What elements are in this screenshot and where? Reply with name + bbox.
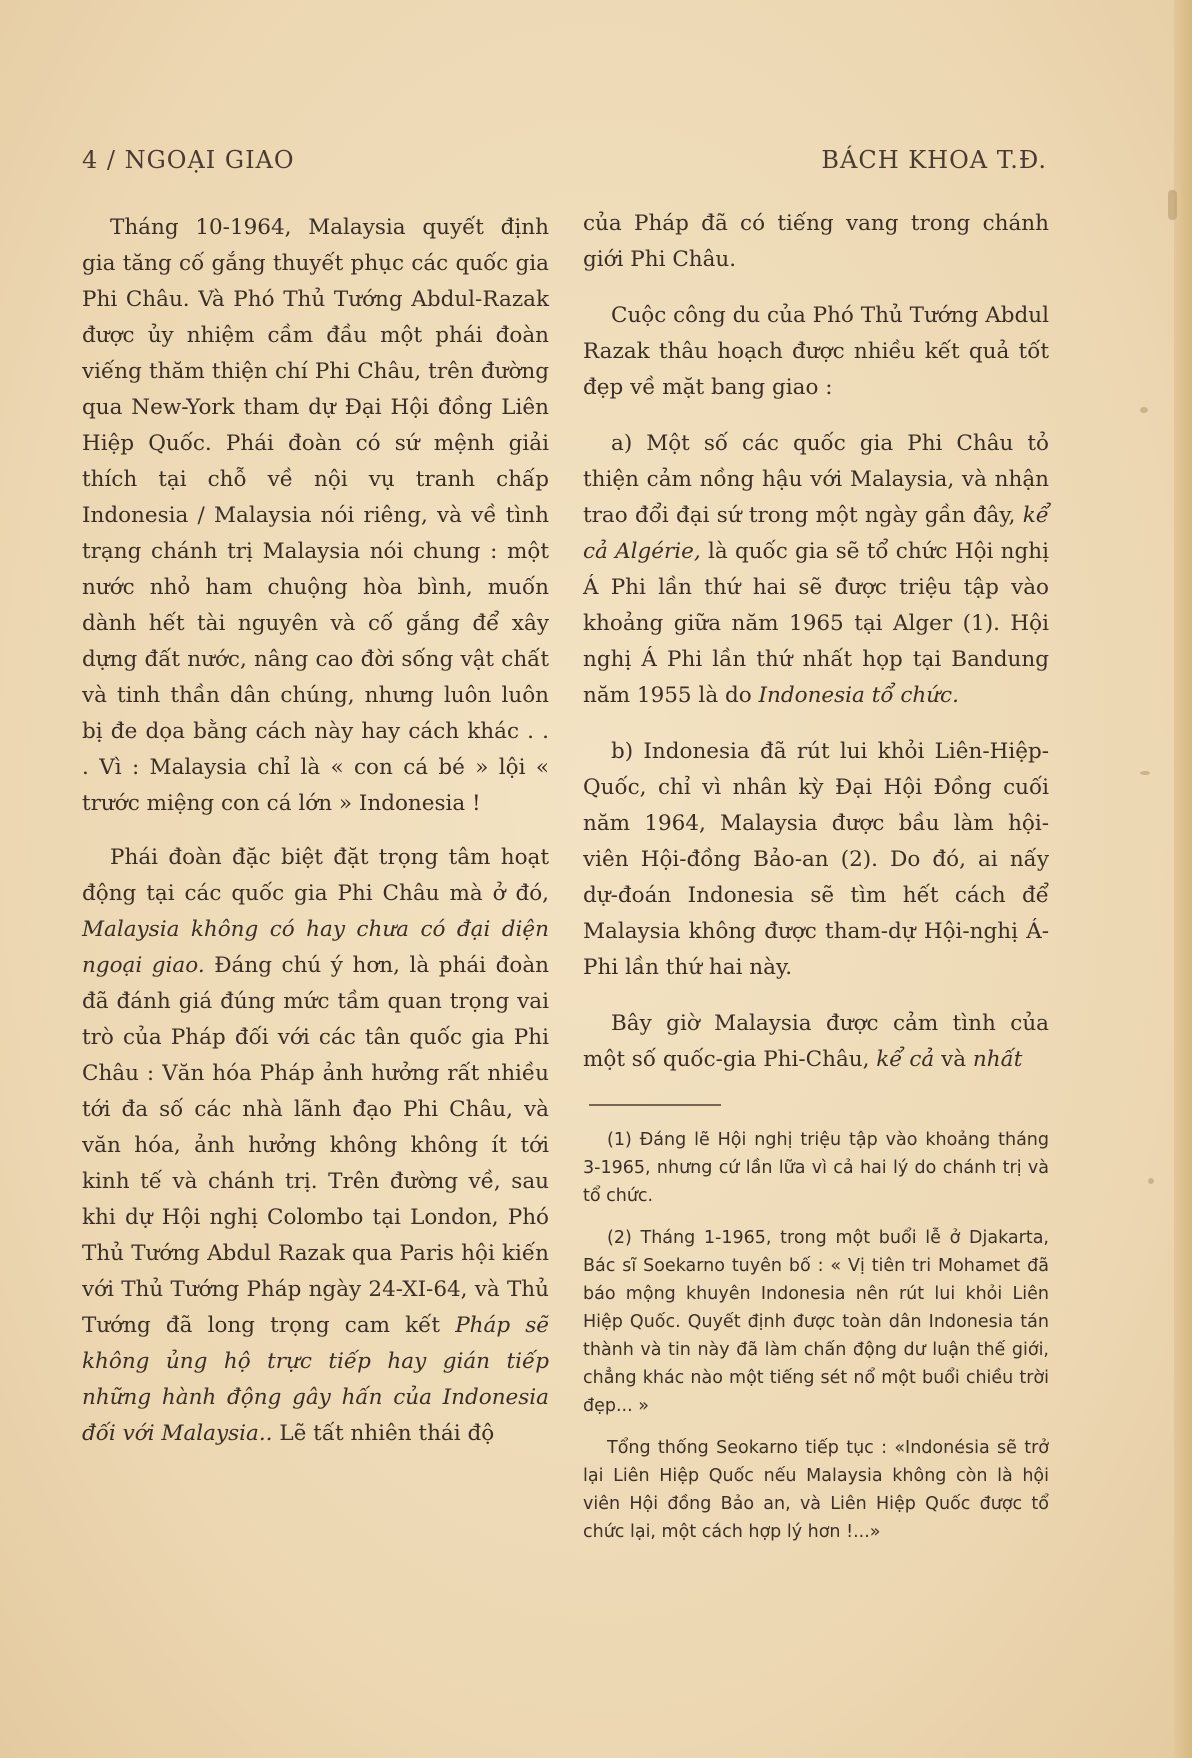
text-run: Đáng chú ý hơn, là phái đoàn đã đánh giá đúng mức tầm quan trọng vai trò của Pháp đối với các tân quốc gia Phi Châu : Văn hóa Pháp ảnh hưởng rất nhiều tới đa số các nhà lãnh đạo Phi Châu, và văn hóa, ảnh hưởng không không ít tới kinh tế và chánh trị. Trên đường về, sau khi dự Hội nghị Colombo tại London, Phó Thủ Tướng Abdul Razak qua Paris hội kiến với Thủ Tướng Pháp ngày 24-XI-64, và Thủ Tướng đã long trọng cam kết	[82, 953, 549, 1338]
text-run: Bây giờ Malaysia được cảm tình của một số quốc-gia Phi-Châu,	[583, 1011, 1049, 1072]
footnote-separator	[589, 1104, 721, 1106]
text-run: và	[934, 1047, 973, 1072]
paragraph	[583, 1006, 1049, 1078]
paper-spot	[1140, 407, 1148, 413]
paragraph: Cuộc công du của Phó Thủ Tướng Abdul Razak thâu hoạch được nhiều kết quả tốt đẹp về mặt bang giao :	[583, 303, 1049, 400]
footnote: (1) Đáng lẽ Hội nghị triệu tập vào khoảng tháng 3-1965, nhưng cứ lần lữa vì cả hai lý do chánh trị và tổ chức.	[583, 1130, 1049, 1206]
paragraph	[82, 840, 549, 1452]
page-number-section: 4 / NGOẠI GIAO	[82, 146, 295, 174]
paper-spot	[1148, 1178, 1154, 1184]
italic-text: Pháp sẽ không ủng hộ trực tiếp hay gián tiếp những hành động gây hấn của Indonesia đối với Malaysia..	[82, 1313, 549, 1446]
text-run: a) Một số các quốc gia Phi Châu tỏ thiện cảm nồng hậu với Malaysia, và nhận trao đổi đại sứ trong một ngày gần đây,	[583, 431, 1049, 528]
footnote: Tổng thống Seokarno tiếp tục : «Indonésia sẽ trở lại Liên Hiệp Quốc nếu Malaysia không còn là hội viên Hội đồng Bảo an, và Liên Hiệp Quốc được tổ chức lại, một cách hợp lý hơn !...»	[583, 1438, 1049, 1542]
text-run: Phái đoàn đặc biệt đặt trọng tâm hoạt động tại các quốc gia Phi Châu mà ở đó,	[82, 845, 549, 906]
italic-text: kể cả	[876, 1047, 935, 1072]
paragraph	[583, 426, 1049, 714]
page-edge	[1174, 0, 1192, 1758]
footnotes	[583, 1126, 1049, 1546]
text-run: Lẽ tất nhiên thái độ	[272, 1421, 495, 1446]
journal-title: BÁCH KHOA T.Đ.	[821, 146, 1047, 174]
paper-spot	[1168, 190, 1177, 220]
paper-spot	[1140, 771, 1150, 775]
paragraph: b) Indonesia đã rút lui khỏi Liên-Hiệp-Quốc, chỉ vì nhân kỳ Đại Hội Đồng cuối năm 1964, Malaysia được bầu làm hội-viên Hội-đồng Bảo-an (2). Do đó, ai nấy dự-đoán Indonesia sẽ tìm hết cách để Malaysia không được tham-dự Hội-nghị Á-Phi lần thứ hai này.	[583, 739, 1049, 980]
paragraph: của Pháp đã có tiếng vang trong chánh giới Phi Châu.	[583, 211, 1049, 272]
italic-text: nhất	[972, 1047, 1023, 1072]
italic-text: Indonesia tổ chức.	[758, 683, 959, 708]
left-column	[82, 210, 549, 1470]
right-column	[583, 206, 1049, 1560]
text-run: là quốc gia sẽ tổ chức Hội nghị Á Phi lần thứ hai sẽ được triệu tập vào khoảng giữa năm 1965 tại Alger (1). Hội nghị Á Phi lần thứ nhất họp tại Bandung năm 1955 là do	[583, 539, 1049, 708]
page-header	[82, 146, 1047, 180]
footnote: (2) Tháng 1-1965, trong một buổi lễ ở Djakarta, Bác sĩ Soekarno tuyên bố : « Vị tiên tri Mohamet đã báo mộng khuyên Indonesia nên rút lui khỏi Liên Hiệp Quốc. Quyết định được toàn dân Indonesia tán thành và tin này đã làm chấn động dư luận thế giới, chẳng khác nào một tiếng sét nổ một buổi chiều trời đẹp... »	[583, 1228, 1049, 1416]
italic-text: Malaysia không có hay chưa có đại diện ngoại giao.	[82, 917, 549, 978]
paragraph: Tháng 10-1964, Malaysia quyết định gia tăng cố gắng thuyết phục các quốc gia Phi Châu. Và Phó Thủ Tướng Abdul-Razak được ủy nhiệm cầm đầu một phái đoàn viếng thăm thiện chí Phi Châu, trên đường qua New-York tham dự Đại Hội đồng Liên Hiệp Quốc. Phái đoàn có sứ mệnh giải thích tại chỗ về nội vụ tranh chấp Indonesia / Malaysia nói riêng, và về tình trạng chánh trị Malaysia nói chung : một nước nhỏ ham chuộng hòa bình, muốn dành hết tài nguyên và cố gắng để xây dựng đất nước, nâng cao đời sống vật chất và tinh thần dân chúng, nhưng luôn luôn bị đe dọa bằng cách này hay cách khác . . . Vì : Malaysia chỉ là « con cá bé » lội « trước miệng con cá lớn » Indonesia !	[82, 215, 549, 816]
italic-text: kể cả Algérie,	[583, 503, 1049, 564]
